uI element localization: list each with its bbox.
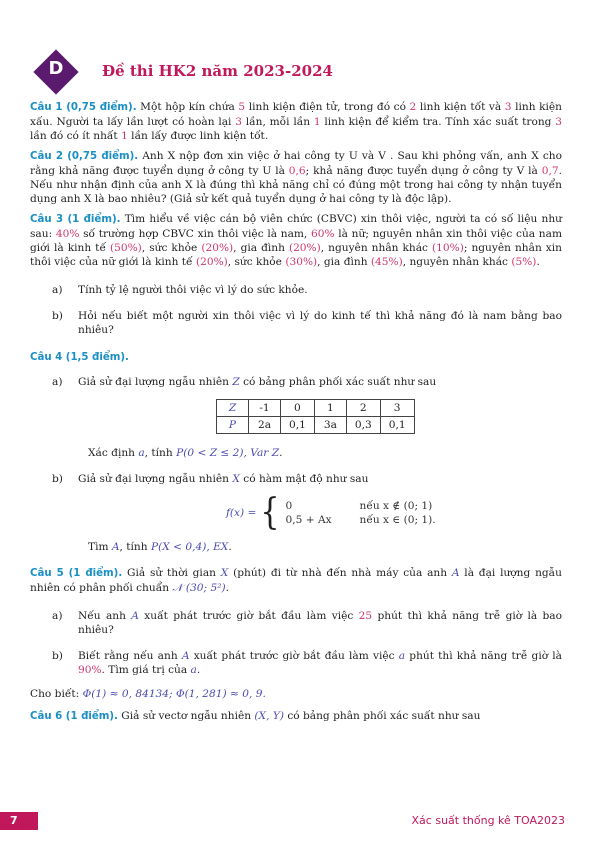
piecewise-cond: nếu x ∈ (0; 1). [359, 514, 436, 526]
text: linh kiện để kiểm tra. Tính xác suất trong [320, 116, 556, 128]
function-lhs: f(x) = [226, 507, 257, 519]
text: linh kiện tốt và [416, 101, 505, 113]
question-5a [30, 609, 562, 637]
text: Tìm hiểu về việc cán bộ viên chức (CBVC) xin thôi việc, người ta có số liệu như sau: [30, 213, 563, 240]
question-3 [30, 212, 562, 269]
math-var: A [181, 650, 190, 662]
question-4b [30, 472, 562, 486]
question-5b [30, 649, 562, 677]
table-row [217, 417, 415, 434]
math-var: A [111, 541, 120, 553]
math-var: a [190, 664, 197, 676]
question-6 [30, 709, 562, 724]
item-marker: a) [52, 610, 63, 622]
piecewise-function [226, 491, 562, 534]
number: 0,6 [288, 165, 306, 177]
text: Nếu anh [78, 610, 132, 622]
page-number-badge [0, 812, 38, 830]
text: xuất phát trước giờ bắt đầu làm việc [138, 610, 359, 622]
math-expr: Φ(1) ≈ 0, 84134; Φ(1, 281) ≈ 0, 9. [82, 688, 266, 700]
number: (50%) [110, 242, 142, 254]
text: (phút) đi từ nhà đến nhà máy của anh [228, 567, 452, 579]
number: (30%) [285, 256, 318, 268]
text: , gia đình [317, 256, 371, 268]
text: lần, mỗi lần [241, 116, 314, 128]
question-4-label: Câu 4 (1,5 điểm). [30, 352, 129, 363]
item-marker: b) [52, 310, 63, 322]
text: , gia đình [233, 242, 289, 254]
question-3-label: Câu 3 (1 điểm). [30, 214, 121, 225]
text: , nguyên nhân khác [402, 256, 512, 268]
item-text: Hỏi nếu biết một người xin thôi việc vì lý do kinh tế thì khả năng đó là nam bằng bao nhiêu? [78, 310, 562, 336]
number: (5%) [511, 256, 537, 268]
piecewise-row [286, 499, 436, 513]
text: , nguyên nhân khác [320, 242, 433, 254]
item-text [64, 649, 562, 677]
table-cell: -1 [249, 400, 281, 417]
number: 90% [78, 664, 102, 676]
question-1-label: Câu 1 (0,75 điểm). [30, 102, 137, 113]
question-2-label: Câu 2 (0,75 điểm). [30, 151, 139, 162]
math-expr: P(0 < Z ≤ 2), Var Z [176, 447, 280, 459]
table-cell: P [217, 417, 249, 434]
math-expr: 𝒩 (30; 5²) [172, 582, 226, 594]
table-cell: 0,1 [281, 417, 315, 434]
piecewise-expr: 0,5 + Ax [285, 514, 332, 526]
text: , sức khỏe [227, 256, 286, 268]
number: (20%) [288, 242, 321, 254]
piecewise-rows [286, 499, 436, 527]
distribution-table [216, 399, 415, 434]
number: (20%) [201, 242, 234, 254]
table-cell: 2 [346, 400, 380, 417]
math-var: A [131, 610, 139, 622]
math-var: Z [232, 376, 240, 388]
number: 0,7 [541, 165, 559, 177]
text: lần đó có ít nhất [30, 130, 122, 142]
text: xuất phát trước giờ bắt đầu làm việc [189, 650, 399, 662]
table-cell: 1 [314, 400, 346, 417]
table-cell: 3a [314, 417, 346, 434]
item-text [64, 609, 562, 637]
page-title: Đề thi HK2 năm 2023-2024 [102, 62, 333, 80]
page-number: 7 [10, 814, 18, 827]
text: Anh X nộp đơn xin việc ở hai công ty U và V . Sau khi phỏng vấn, anh X cho rằng khả năng được tuyển dụng ở công ty U là [30, 150, 562, 177]
number: (20%) [195, 256, 228, 268]
question-1 [30, 100, 562, 143]
question-2 [30, 149, 562, 206]
section-header [34, 52, 554, 96]
number: 25 [358, 610, 373, 622]
question-3b [30, 309, 562, 337]
number: 5 [238, 101, 246, 113]
text: linh kiện điện tử, trong đó có [245, 101, 410, 113]
math-var: X [220, 567, 229, 579]
question-4b-task [30, 540, 562, 554]
number: 40% [55, 228, 80, 240]
table-cell: Z [217, 400, 249, 417]
table-cell: 3 [380, 400, 414, 417]
piecewise-cond: nếu x ∉ (0; 1) [359, 500, 433, 512]
text: là nữ; nguyên nhân xin thôi việc của nam giới là kinh tế [30, 228, 562, 254]
footer-course-title: Xác suất thống kê TOA2023 [411, 814, 565, 827]
question-4a [30, 375, 562, 389]
badge-letter: D [48, 58, 64, 79]
question-3a [30, 283, 562, 297]
text: có bảng phân phối xác suất như sau [283, 710, 481, 722]
item-marker: a) [52, 284, 63, 296]
text: . [279, 447, 283, 459]
question-5-label: Câu 5 (1 điểm). [30, 568, 123, 579]
text: . [225, 582, 229, 594]
text: . [228, 541, 232, 553]
math-var: (X, Y) [254, 710, 284, 722]
text: , tính [119, 541, 151, 553]
table-cell: 0,1 [380, 417, 414, 434]
text: có hàm mật độ như sau [239, 473, 369, 485]
item-text [64, 375, 562, 389]
math-var: X [232, 473, 240, 485]
text: Giả sử thời gian [122, 567, 221, 579]
text: có bảng phân phối xác suất như sau [239, 376, 437, 388]
number: (10%) [432, 242, 464, 254]
table-cell: 0,3 [346, 417, 380, 434]
piecewise-row [286, 513, 436, 527]
exam-content [30, 100, 562, 730]
text: ; khả năng được tuyển dụng ở công ty V là [305, 165, 542, 177]
given-values [30, 687, 562, 701]
text: Giả sử đại lượng ngẫu nhiên [78, 473, 233, 485]
text: Tìm [88, 541, 112, 553]
item-marker: b) [52, 473, 63, 485]
number: 3 [504, 101, 512, 113]
text: Giả sử đại lượng ngẫu nhiên [78, 376, 233, 388]
text: , sức khỏe [141, 242, 202, 254]
math-var: a [138, 447, 145, 459]
text: là đại lượng ngẫu nhiên có phân phối chuẩn [30, 567, 562, 594]
question-5 [30, 566, 562, 595]
text: số trường hợp CBVC xin thôi việc là nam, [79, 228, 312, 240]
text: . [536, 256, 540, 268]
table-cell: 0 [281, 400, 315, 417]
text: linh kiện xấu. Người ta lấy lần lượt có hoàn lại [30, 101, 562, 128]
question-4a-task [30, 446, 562, 460]
text: phút thì khả năng trễ giờ là [405, 650, 563, 662]
text: . Tìm giá trị của [101, 664, 191, 676]
text: Cho biết: [30, 688, 83, 700]
number: 2 [409, 101, 417, 113]
text: phút thì khả năng trễ giờ là bao nhiêu? [78, 610, 563, 636]
question-6-label: Câu 6 (1 điểm). [30, 711, 118, 722]
brace-icon: { [260, 491, 280, 534]
table-row [217, 400, 415, 417]
text: lần lấy được linh kiện tốt. [127, 130, 269, 142]
text: Xác định [88, 447, 139, 459]
number: 3 [235, 116, 242, 128]
table-cell: 2a [249, 417, 281, 434]
text: . [196, 664, 201, 676]
text: Giả sử vectơ ngẫu nhiên [117, 710, 255, 722]
math-var: A [451, 567, 460, 579]
text: , tính [144, 447, 177, 459]
number: (45%) [370, 256, 403, 268]
number: 1 [121, 130, 128, 142]
item-marker: a) [52, 376, 63, 388]
text: . Nếu như nhận định của anh X là đúng thì khả năng chỉ có đúng một trong hai công ty nhận tuyển dụng anh X là bao nhiêu? (Giả sử kết quả tuyển dụng ở hai công ty là độc lập). [30, 165, 562, 205]
math-expr: P(X < 0,4), EX [150, 541, 229, 553]
math-var: a [398, 650, 406, 662]
item-text [64, 472, 562, 486]
piecewise-expr: 0 [285, 500, 293, 512]
text: ; nguyên nhân xin thôi việc của nữ giới là kinh tế [30, 242, 562, 268]
number: 60% [311, 228, 335, 240]
number: 1 [313, 116, 321, 128]
item-text: Tính tỷ lệ người thôi việc vì lý do sức khỏe. [78, 284, 308, 296]
text: Biết rằng nếu anh [78, 650, 182, 662]
item-marker: b) [52, 650, 63, 662]
number: 3 [555, 116, 562, 128]
text: Một hộp kín chứa [136, 101, 239, 113]
